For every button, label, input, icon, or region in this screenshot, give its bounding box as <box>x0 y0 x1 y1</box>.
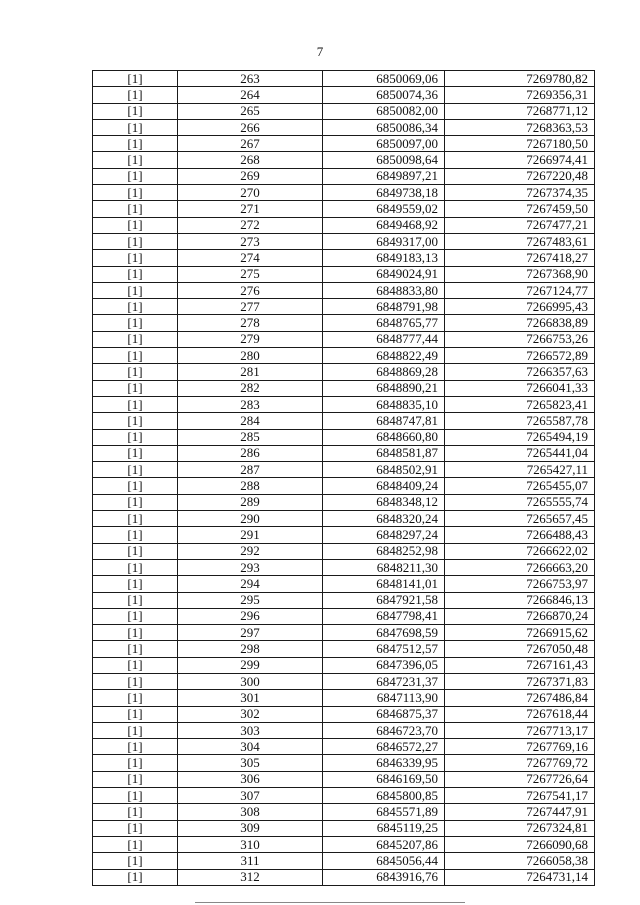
y-coordinate-cell: 7265555,74 <box>445 494 595 510</box>
point-number-cell: 270 <box>178 185 323 201</box>
table-row <box>93 331 595 347</box>
point-number-cell: 309 <box>178 820 323 836</box>
point-number-cell: 311 <box>178 853 323 869</box>
table-row <box>93 494 595 510</box>
table-row <box>93 233 595 249</box>
x-coordinate-cell: 6847396,05 <box>323 657 445 673</box>
zone-ref-cell: [1] <box>93 641 178 657</box>
table-row <box>93 185 595 201</box>
zone-ref-cell: [1] <box>93 820 178 836</box>
x-coordinate-cell: 6848581,87 <box>323 445 445 461</box>
point-number-cell: 274 <box>178 250 323 266</box>
table-row <box>93 315 595 331</box>
zone-ref-cell: [1] <box>93 788 178 804</box>
zone-ref-cell: [1] <box>93 152 178 168</box>
y-coordinate-cell: 7266357,63 <box>445 364 595 380</box>
zone-ref-cell: [1] <box>93 478 178 494</box>
zone-ref-cell: [1] <box>93 625 178 641</box>
table-row <box>93 380 595 396</box>
point-number-cell: 305 <box>178 755 323 771</box>
y-coordinate-cell: 7265494,19 <box>445 429 595 445</box>
y-coordinate-cell: 7266846,13 <box>445 592 595 608</box>
y-coordinate-cell: 7267447,91 <box>445 804 595 820</box>
y-coordinate-cell: 7265441,04 <box>445 445 595 461</box>
table-row <box>93 625 595 641</box>
x-coordinate-cell: 6847113,90 <box>323 690 445 706</box>
table-row <box>93 87 595 103</box>
x-coordinate-cell: 6846339,95 <box>323 755 445 771</box>
table-row <box>93 217 595 233</box>
zone-ref-cell: [1] <box>93 836 178 852</box>
zone-ref-cell: [1] <box>93 690 178 706</box>
table-row <box>93 462 595 478</box>
point-number-cell: 280 <box>178 348 323 364</box>
zone-ref-cell: [1] <box>93 119 178 135</box>
page-number: 7 <box>316 44 324 59</box>
zone-ref-cell: [1] <box>93 445 178 461</box>
zone-ref-cell: [1] <box>93 755 178 771</box>
point-number-cell: 291 <box>178 527 323 543</box>
table-row <box>93 673 595 689</box>
table-row <box>93 282 595 298</box>
point-number-cell: 277 <box>178 299 323 315</box>
y-coordinate-cell: 7267374,35 <box>445 185 595 201</box>
y-coordinate-cell: 7266622,02 <box>445 543 595 559</box>
point-number-cell: 288 <box>178 478 323 494</box>
x-coordinate-cell: 6850069,06 <box>323 71 445 87</box>
table-row <box>93 103 595 119</box>
point-number-cell: 300 <box>178 673 323 689</box>
x-coordinate-cell: 6845056,44 <box>323 853 445 869</box>
bottom-rule <box>195 902 465 903</box>
x-coordinate-cell: 6850074,36 <box>323 87 445 103</box>
y-coordinate-cell: 7267713,17 <box>445 722 595 738</box>
x-coordinate-cell: 6850097,00 <box>323 136 445 152</box>
x-coordinate-cell: 6846723,70 <box>323 722 445 738</box>
x-coordinate-cell: 6848765,77 <box>323 315 445 331</box>
zone-ref-cell: [1] <box>93 217 178 233</box>
x-coordinate-cell: 6848252,98 <box>323 543 445 559</box>
zone-ref-cell: [1] <box>93 380 178 396</box>
y-coordinate-cell: 7267220,48 <box>445 168 595 184</box>
x-coordinate-cell: 6849317,00 <box>323 233 445 249</box>
table-row <box>93 511 595 527</box>
x-coordinate-cell: 6845119,25 <box>323 820 445 836</box>
table-row <box>93 690 595 706</box>
zone-ref-cell: [1] <box>93 739 178 755</box>
x-coordinate-cell: 6849897,21 <box>323 168 445 184</box>
x-coordinate-cell: 6850082,00 <box>323 103 445 119</box>
zone-ref-cell: [1] <box>93 103 178 119</box>
x-coordinate-cell: 6847798,41 <box>323 608 445 624</box>
zone-ref-cell: [1] <box>93 543 178 559</box>
y-coordinate-cell: 7264731,14 <box>445 869 595 885</box>
point-number-cell: 268 <box>178 152 323 168</box>
point-number-cell: 290 <box>178 511 323 527</box>
y-coordinate-cell: 7267477,21 <box>445 217 595 233</box>
table-row <box>93 853 595 869</box>
point-number-cell: 312 <box>178 869 323 885</box>
zone-ref-cell: [1] <box>93 576 178 592</box>
point-number-cell: 272 <box>178 217 323 233</box>
point-number-cell: 284 <box>178 413 323 429</box>
y-coordinate-cell: 7266572,89 <box>445 348 595 364</box>
y-coordinate-cell: 7266090,68 <box>445 836 595 852</box>
zone-ref-cell: [1] <box>93 282 178 298</box>
x-coordinate-cell: 6847231,37 <box>323 673 445 689</box>
x-coordinate-cell: 6846875,37 <box>323 706 445 722</box>
x-coordinate-cell: 6849024,91 <box>323 266 445 282</box>
x-coordinate-cell: 6847921,58 <box>323 592 445 608</box>
y-coordinate-cell: 7266058,38 <box>445 853 595 869</box>
zone-ref-cell: [1] <box>93 348 178 364</box>
table-row <box>93 429 595 445</box>
x-coordinate-cell: 6848890,21 <box>323 380 445 396</box>
point-number-cell: 306 <box>178 771 323 787</box>
y-coordinate-cell: 7266974,41 <box>445 152 595 168</box>
y-coordinate-cell: 7266915,62 <box>445 625 595 641</box>
table-row <box>93 71 595 87</box>
point-number-cell: 271 <box>178 201 323 217</box>
zone-ref-cell: [1] <box>93 168 178 184</box>
table-row <box>93 299 595 315</box>
y-coordinate-cell: 7266488,43 <box>445 527 595 543</box>
coordinates-table-body <box>93 71 595 886</box>
table-row <box>93 348 595 364</box>
zone-ref-cell: [1] <box>93 771 178 787</box>
x-coordinate-cell: 6848660,80 <box>323 429 445 445</box>
table-row <box>93 136 595 152</box>
point-number-cell: 283 <box>178 396 323 412</box>
table-row <box>93 559 595 575</box>
y-coordinate-cell: 7269780,82 <box>445 71 595 87</box>
x-coordinate-cell: 6850098,64 <box>323 152 445 168</box>
x-coordinate-cell: 6848320,24 <box>323 511 445 527</box>
x-coordinate-cell: 6845800,85 <box>323 788 445 804</box>
x-coordinate-cell: 6849183,13 <box>323 250 445 266</box>
table-row <box>93 608 595 624</box>
point-number-cell: 302 <box>178 706 323 722</box>
point-number-cell: 281 <box>178 364 323 380</box>
table-row <box>93 641 595 657</box>
y-coordinate-cell: 7267180,50 <box>445 136 595 152</box>
y-coordinate-cell: 7267769,16 <box>445 739 595 755</box>
point-number-cell: 285 <box>178 429 323 445</box>
point-number-cell: 297 <box>178 625 323 641</box>
y-coordinate-cell: 7267050,48 <box>445 641 595 657</box>
point-number-cell: 293 <box>178 559 323 575</box>
zone-ref-cell: [1] <box>93 87 178 103</box>
point-number-cell: 299 <box>178 657 323 673</box>
table-row <box>93 266 595 282</box>
table-row <box>93 396 595 412</box>
y-coordinate-cell: 7267371,83 <box>445 673 595 689</box>
x-coordinate-cell: 6848833,80 <box>323 282 445 298</box>
zone-ref-cell: [1] <box>93 527 178 543</box>
zone-ref-cell: [1] <box>93 673 178 689</box>
table-row <box>93 478 595 494</box>
table-row <box>93 201 595 217</box>
y-coordinate-cell: 7267459,50 <box>445 201 595 217</box>
y-coordinate-cell: 7267483,61 <box>445 233 595 249</box>
zone-ref-cell: [1] <box>93 299 178 315</box>
point-number-cell: 301 <box>178 690 323 706</box>
y-coordinate-cell: 7266041,33 <box>445 380 595 396</box>
x-coordinate-cell: 6848835,10 <box>323 396 445 412</box>
point-number-cell: 265 <box>178 103 323 119</box>
table-row <box>93 869 595 885</box>
point-number-cell: 269 <box>178 168 323 184</box>
x-coordinate-cell: 6848791,98 <box>323 299 445 315</box>
table-row <box>93 755 595 771</box>
x-coordinate-cell: 6849468,92 <box>323 217 445 233</box>
table-row <box>93 445 595 461</box>
zone-ref-cell: [1] <box>93 185 178 201</box>
x-coordinate-cell: 6845571,89 <box>323 804 445 820</box>
point-number-cell: 266 <box>178 119 323 135</box>
zone-ref-cell: [1] <box>93 396 178 412</box>
table-row <box>93 364 595 380</box>
zone-ref-cell: [1] <box>93 364 178 380</box>
x-coordinate-cell: 6849559,02 <box>323 201 445 217</box>
zone-ref-cell: [1] <box>93 331 178 347</box>
zone-ref-cell: [1] <box>93 657 178 673</box>
table-row <box>93 413 595 429</box>
point-number-cell: 273 <box>178 233 323 249</box>
point-number-cell: 308 <box>178 804 323 820</box>
point-number-cell: 267 <box>178 136 323 152</box>
y-coordinate-cell: 7266663,20 <box>445 559 595 575</box>
point-number-cell: 278 <box>178 315 323 331</box>
zone-ref-cell: [1] <box>93 71 178 87</box>
y-coordinate-cell: 7267124,77 <box>445 282 595 298</box>
y-coordinate-cell: 7267618,44 <box>445 706 595 722</box>
table-row <box>93 657 595 673</box>
table-row <box>93 706 595 722</box>
point-number-cell: 264 <box>178 87 323 103</box>
x-coordinate-cell: 6848747,81 <box>323 413 445 429</box>
zone-ref-cell: [1] <box>93 266 178 282</box>
x-coordinate-cell: 6848869,28 <box>323 364 445 380</box>
coordinates-table <box>92 70 595 886</box>
table-row <box>93 820 595 836</box>
y-coordinate-cell: 7267368,90 <box>445 266 595 282</box>
point-number-cell: 298 <box>178 641 323 657</box>
point-number-cell: 294 <box>178 576 323 592</box>
point-number-cell: 307 <box>178 788 323 804</box>
x-coordinate-cell: 6848777,44 <box>323 331 445 347</box>
zone-ref-cell: [1] <box>93 233 178 249</box>
y-coordinate-cell: 7267486,84 <box>445 690 595 706</box>
point-number-cell: 282 <box>178 380 323 396</box>
y-coordinate-cell: 7267726,64 <box>445 771 595 787</box>
zone-ref-cell: [1] <box>93 706 178 722</box>
point-number-cell: 295 <box>178 592 323 608</box>
x-coordinate-cell: 6846572,27 <box>323 739 445 755</box>
x-coordinate-cell: 6843916,76 <box>323 869 445 885</box>
point-number-cell: 286 <box>178 445 323 461</box>
y-coordinate-cell: 7267769,72 <box>445 755 595 771</box>
zone-ref-cell: [1] <box>93 462 178 478</box>
y-coordinate-cell: 7265455,07 <box>445 478 595 494</box>
table-row <box>93 788 595 804</box>
zone-ref-cell: [1] <box>93 201 178 217</box>
zone-ref-cell: [1] <box>93 494 178 510</box>
y-coordinate-cell: 7265427,11 <box>445 462 595 478</box>
table-row <box>93 152 595 168</box>
zone-ref-cell: [1] <box>93 853 178 869</box>
zone-ref-cell: [1] <box>93 315 178 331</box>
table-row <box>93 527 595 543</box>
table-row <box>93 168 595 184</box>
x-coordinate-cell: 6850086,34 <box>323 119 445 135</box>
point-number-cell: 296 <box>178 608 323 624</box>
point-number-cell: 279 <box>178 331 323 347</box>
point-number-cell: 263 <box>178 71 323 87</box>
x-coordinate-cell: 6848822,49 <box>323 348 445 364</box>
point-number-cell: 303 <box>178 722 323 738</box>
zone-ref-cell: [1] <box>93 804 178 820</box>
y-coordinate-cell: 7265657,45 <box>445 511 595 527</box>
y-coordinate-cell: 7267541,17 <box>445 788 595 804</box>
zone-ref-cell: [1] <box>93 592 178 608</box>
y-coordinate-cell: 7269356,31 <box>445 87 595 103</box>
x-coordinate-cell: 6849738,18 <box>323 185 445 201</box>
y-coordinate-cell: 7266870,24 <box>445 608 595 624</box>
point-number-cell: 289 <box>178 494 323 510</box>
y-coordinate-cell: 7268363,53 <box>445 119 595 135</box>
x-coordinate-cell: 6848141,01 <box>323 576 445 592</box>
zone-ref-cell: [1] <box>93 559 178 575</box>
zone-ref-cell: [1] <box>93 722 178 738</box>
table-row <box>93 576 595 592</box>
zone-ref-cell: [1] <box>93 869 178 885</box>
x-coordinate-cell: 6848297,24 <box>323 527 445 543</box>
y-coordinate-cell: 7267161,43 <box>445 657 595 673</box>
x-coordinate-cell: 6848502,91 <box>323 462 445 478</box>
table-row <box>93 119 595 135</box>
table-row <box>93 804 595 820</box>
table-row <box>93 592 595 608</box>
y-coordinate-cell: 7268771,12 <box>445 103 595 119</box>
point-number-cell: 275 <box>178 266 323 282</box>
y-coordinate-cell: 7267418,27 <box>445 250 595 266</box>
y-coordinate-cell: 7266753,26 <box>445 331 595 347</box>
y-coordinate-cell: 7266753,97 <box>445 576 595 592</box>
x-coordinate-cell: 6846169,50 <box>323 771 445 787</box>
point-number-cell: 304 <box>178 739 323 755</box>
zone-ref-cell: [1] <box>93 413 178 429</box>
table-row <box>93 771 595 787</box>
y-coordinate-cell: 7266995,43 <box>445 299 595 315</box>
zone-ref-cell: [1] <box>93 250 178 266</box>
x-coordinate-cell: 6847512,57 <box>323 641 445 657</box>
y-coordinate-cell: 7265587,78 <box>445 413 595 429</box>
y-coordinate-cell: 7266838,89 <box>445 315 595 331</box>
zone-ref-cell: [1] <box>93 511 178 527</box>
x-coordinate-cell: 6848211,30 <box>323 559 445 575</box>
x-coordinate-cell: 6845207,86 <box>323 836 445 852</box>
x-coordinate-cell: 6848348,12 <box>323 494 445 510</box>
zone-ref-cell: [1] <box>93 608 178 624</box>
table-row <box>93 543 595 559</box>
table-row <box>93 739 595 755</box>
point-number-cell: 276 <box>178 282 323 298</box>
x-coordinate-cell: 6848409,24 <box>323 478 445 494</box>
table-row <box>93 250 595 266</box>
zone-ref-cell: [1] <box>93 429 178 445</box>
y-coordinate-cell: 7265823,41 <box>445 396 595 412</box>
y-coordinate-cell: 7267324,81 <box>445 820 595 836</box>
table-row <box>93 722 595 738</box>
point-number-cell: 287 <box>178 462 323 478</box>
point-number-cell: 310 <box>178 836 323 852</box>
x-coordinate-cell: 6847698,59 <box>323 625 445 641</box>
point-number-cell: 292 <box>178 543 323 559</box>
table-row <box>93 836 595 852</box>
zone-ref-cell: [1] <box>93 136 178 152</box>
